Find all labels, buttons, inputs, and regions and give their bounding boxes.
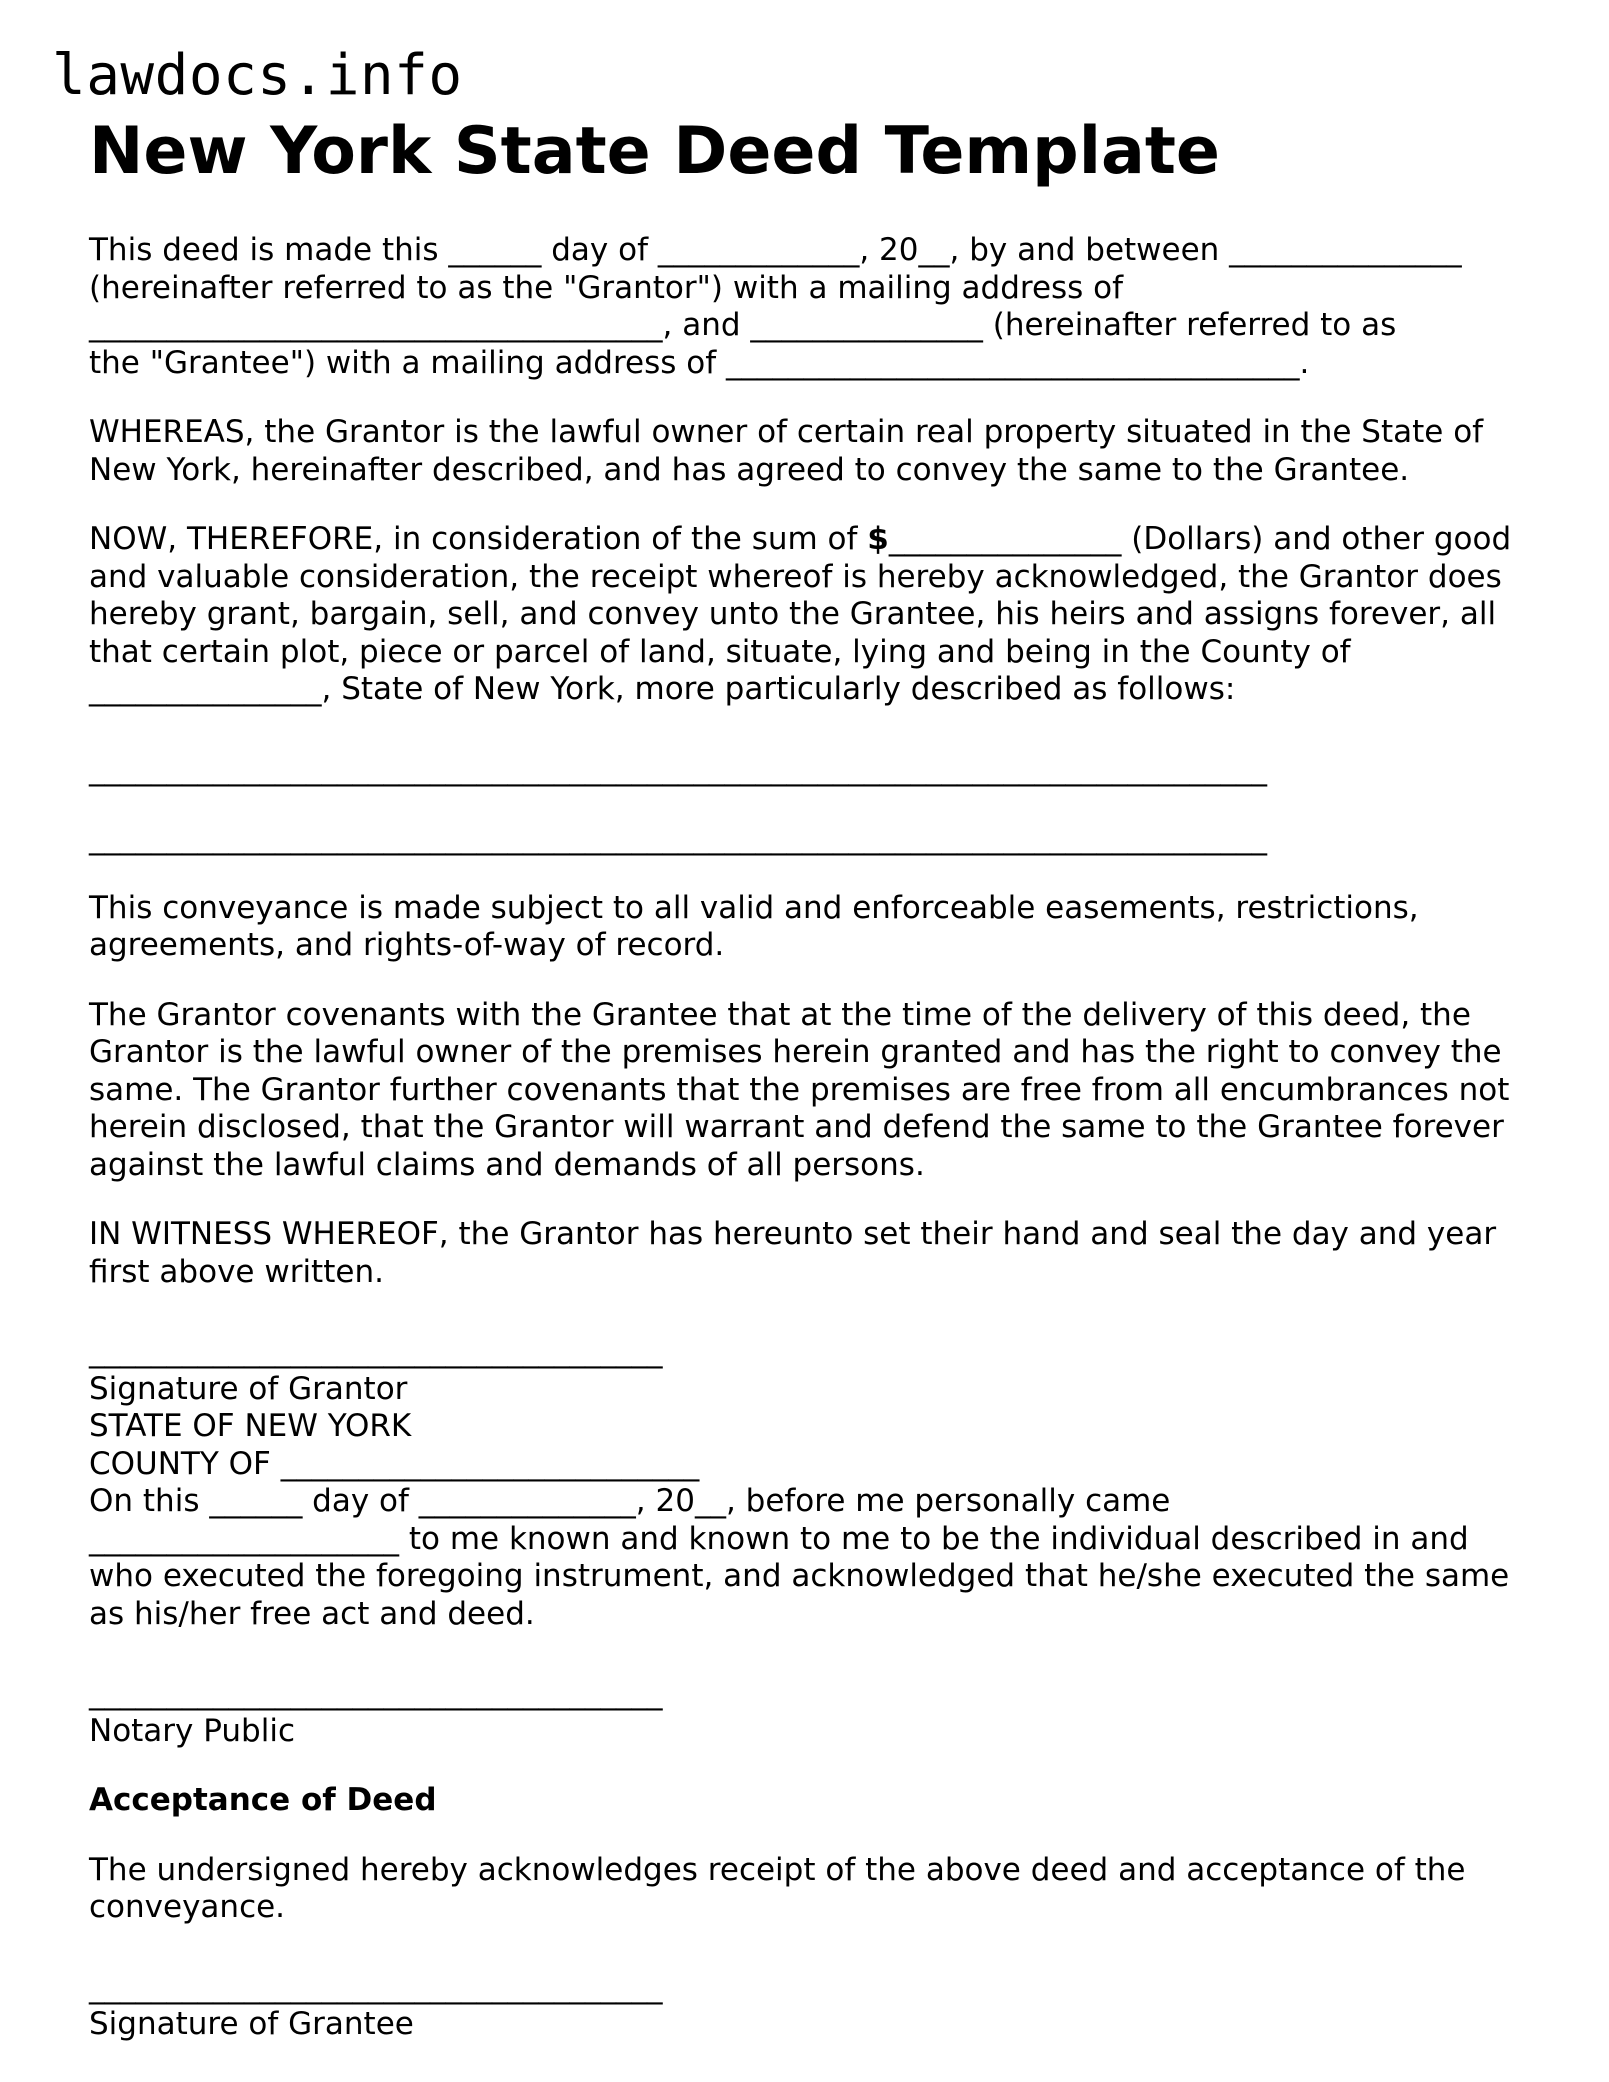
property-description-lines	[89, 751, 1529, 858]
notary-acknowledgment-line-1: On this ______ day of ______________, 20__, before me personally came	[89, 1483, 1171, 1519]
now-therefore-rest: good and valuable consideration, the receipt whereof is hereby acknowledged, the Grantor does hereby grant, bargain, sell, and convey unto the Grantee, his heirs and assigns forever, all that certain plot, piece or parcel of land, situate, lying and being in the County of _______________, State of New York, more particularly described as follows:	[89, 521, 1512, 707]
whereas-paragraph: WHEREAS, the Grantor is the lawful owner of certain real property situated in the State of New York, hereinafter described, and has agreed to convey the same to the Grantee.	[89, 414, 1484, 488]
grantee-signature-line: _____________________________________	[89, 1968, 663, 2005]
now-therefore-start: NOW, THEREFORE, in consideration of the sum of	[89, 521, 868, 557]
subject-to-paragraph: This conveyance is made subject to all valid and enforceable easements, restrictions, agreements, and rights-of-way of record.	[89, 889, 1419, 963]
notary-public-label: Notary Public	[89, 1712, 295, 1749]
grantor-signature-label: Signature of Grantor	[89, 1370, 408, 1407]
state-line: STATE OF NEW YORK	[89, 1408, 412, 1444]
notary-acknowledgment-rest: ____________________ to me known and known to me to be the individual described in and who executed the foregoing instrument, and acknowledged that he/she executed the same as his/her free act and deed.	[89, 1520, 1510, 1632]
grantee-signature-block	[89, 1969, 1529, 2044]
in-witness-paragraph: IN WITNESS WHEREOF, the Grantor has hereunto set their hand and seal the day and year first above written.	[89, 1216, 1497, 1290]
deed-intro-line-2: (hereinafter referred to as the "Grantor") with a mailing address of	[89, 269, 1124, 306]
county-line: COUNTY OF ___________________________	[89, 1445, 700, 1482]
deed-intro-line-1: This deed is made this ______ day of _____________, 20__, by and between _______________	[89, 232, 1462, 268]
notary-signature-block	[89, 1675, 1529, 1750]
dollars-blank: _______________ (Dollars) and other	[888, 521, 1424, 557]
site-name: lawdocs.info	[52, 43, 463, 108]
acceptance-paragraph: The undersigned hereby acknowledges receipt of the above deed and acceptance of the conveyance.	[89, 1851, 1466, 1925]
deed-intro-paragraph	[89, 232, 1529, 382]
description-line-1: ____________________________________________________________________________	[89, 750, 1267, 787]
grantor-signature-block	[89, 1333, 1529, 1633]
grantor-signature-line: _____________________________________	[89, 1333, 663, 1369]
notary-signature-line: _____________________________________	[89, 1675, 663, 1711]
grantee-signature-label: Signature of Grantee	[89, 2006, 414, 2042]
deed-intro-line-4: the "Grantee") with a mailing address of _____________________________________.	[89, 344, 1310, 381]
description-line-2: ____________________________________________________________________________	[89, 820, 1267, 856]
covenants-paragraph: The Grantor covenants with the Grantee that at the time of the delivery of this deed, the Grantor is the lawful owner of the premises herein granted and has the right to convey the same. The Grantor further covenants that the premises are free from all encumbrances not herein disclosed, that the Grantor will warrant and defend the same to the Grantee forever against the lawful claims and demands of all persons.	[89, 996, 1510, 1183]
document-title: New York State Deed Template	[89, 114, 1220, 189]
now-therefore-paragraph	[89, 521, 1529, 709]
deed-intro-line-3: _____________________________________, and _______________ (hereinafter referred to as	[89, 307, 1397, 343]
acceptance-heading: Acceptance of Deed	[89, 1782, 437, 1818]
document	[89, 112, 1529, 2076]
dollar-sign: $	[867, 521, 889, 557]
